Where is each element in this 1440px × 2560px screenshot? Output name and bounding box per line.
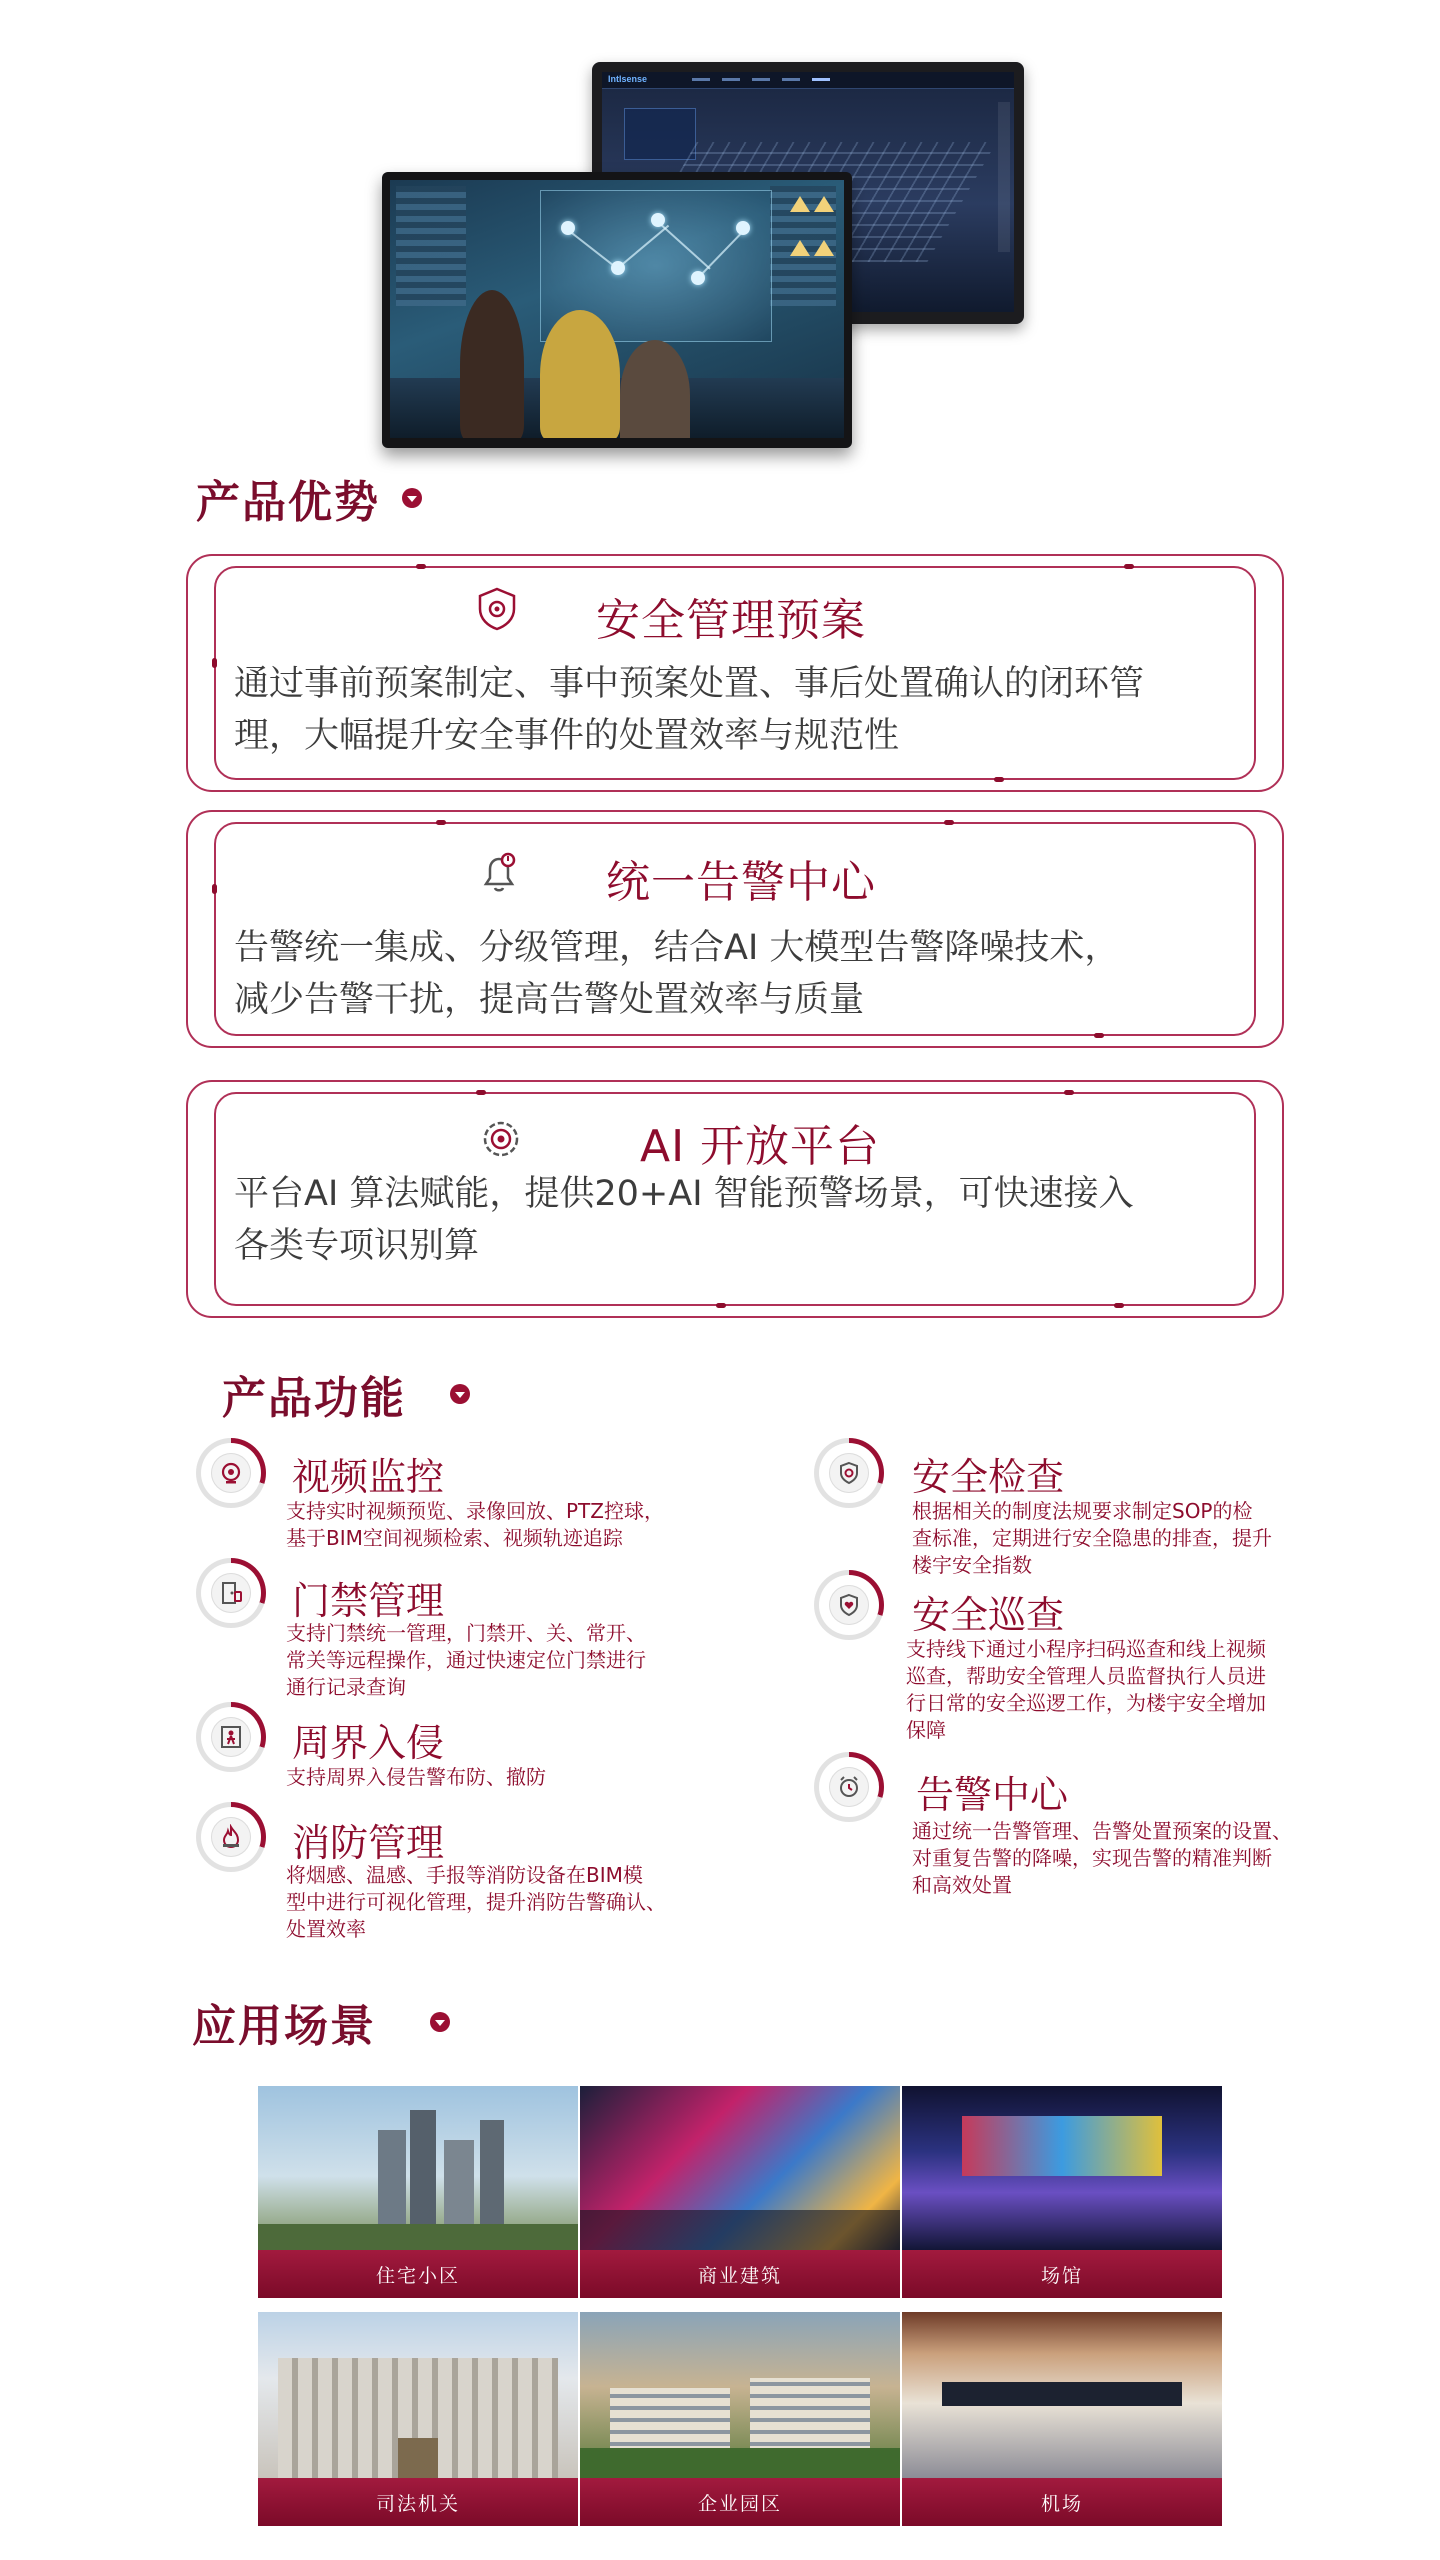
- card-title: 安全管理预案: [596, 595, 866, 646]
- scene-label: 机场: [902, 2478, 1222, 2526]
- card-title: AI 开放平台: [640, 1121, 881, 1172]
- card-description-line: 告警统一集成、分级管理，结合AI 大模型告警降噪技术，: [234, 928, 1120, 968]
- intrusion-icon: [218, 1724, 244, 1750]
- scene-card-commercial[interactable]: [580, 2086, 900, 2298]
- scene-label: 司法机关: [258, 2478, 578, 2526]
- arena-screen: [962, 2116, 1162, 2176]
- scene-image: [902, 2312, 1222, 2478]
- feature-item: [814, 1438, 884, 1508]
- card-description-line: 通过事前预案制定、事中预案处置、事后处置确认的闭环管: [234, 664, 1145, 704]
- dashboard-side-toolbar: [998, 102, 1010, 252]
- feature-title: 视频监控: [292, 1455, 445, 1499]
- warning-icon: [814, 240, 834, 256]
- network-link: [567, 229, 614, 266]
- fire-icon: [218, 1824, 244, 1850]
- chevron-down-icon: [430, 2012, 450, 2032]
- chevron-down-icon: [450, 1384, 470, 1404]
- ai-gear-icon: [478, 1116, 524, 1162]
- card-description: [234, 922, 1224, 1026]
- operator-figure: [460, 290, 524, 438]
- section-title-advantages: 产品优势: [196, 477, 380, 528]
- scene-card-stadium[interactable]: [902, 2086, 1222, 2298]
- feature-title: 安全检查: [912, 1455, 1065, 1499]
- nav-item: [752, 78, 770, 81]
- warning-icon: [790, 240, 810, 256]
- feature-icon-ring: [196, 1438, 266, 1508]
- operator-figure: [540, 310, 620, 438]
- server-rack: [396, 186, 466, 306]
- card-decor-dot: [994, 777, 1004, 782]
- section-title-features: 产品功能: [222, 1373, 406, 1424]
- feature-description: [912, 1818, 1292, 1899]
- feature-icon-ring: [814, 1438, 884, 1508]
- feature-description-line: 处置效率: [286, 1917, 366, 1941]
- feature-description-line: 支持门禁统一管理，门禁开、关、常开、: [286, 1621, 646, 1645]
- advantage-card: [186, 554, 1284, 792]
- front-monitor: [382, 172, 852, 448]
- feature-description-line: 常关等远程操作，通过快速定位门禁进行: [286, 1648, 646, 1672]
- feature-description: [906, 1636, 1266, 1744]
- operator-figure: [620, 340, 690, 438]
- scene-card-judicial[interactable]: [258, 2312, 578, 2526]
- feature-description-line: 通行记录查询: [286, 1675, 406, 1699]
- card-title: 统一告警中心: [606, 857, 876, 908]
- chevron-down-icon: [402, 488, 422, 508]
- feature-description-line: 型中进行可视化管理，提升消防告警确认、: [286, 1890, 666, 1914]
- feature-description-line: 支持周界入侵告警布防、撤防: [286, 1765, 546, 1789]
- card-decor-dot: [212, 884, 217, 894]
- dashboard-panel: [624, 108, 696, 160]
- feature-description-line: 行日常的安全巡逻工作，为楼宇安全增加: [906, 1691, 1266, 1715]
- card-decor-dot: [416, 564, 426, 569]
- scene-card-residential[interactable]: [258, 2086, 578, 2298]
- scene-image: [580, 2086, 900, 2250]
- network-link: [697, 230, 744, 279]
- nav-item: [812, 78, 830, 81]
- feature-description-line: 通过统一告警管理、告警处置预案的设置、: [912, 1819, 1292, 1843]
- door-access-icon: [218, 1580, 244, 1606]
- feature-icon-ring: [196, 1558, 266, 1628]
- scene-label: 企业园区: [580, 2478, 900, 2526]
- feature-item: [814, 1570, 884, 1640]
- feature-description-line: 将烟感、温感、手报等消防设备在BIM模: [286, 1863, 643, 1887]
- shield-heart-icon: [836, 1592, 862, 1618]
- alarm-clock-icon: [836, 1774, 862, 1800]
- control-room-screen: [390, 180, 844, 438]
- warning-icon: [790, 196, 810, 212]
- advantage-card: [186, 1080, 1284, 1318]
- card-decor-dot: [212, 658, 217, 668]
- feature-description-line: 查标准，定期进行安全隐患的排查，提升: [912, 1526, 1272, 1550]
- shield-check-icon: [836, 1460, 862, 1486]
- dashboard-logo: Intlsense: [608, 74, 648, 84]
- feature-icon-ring: [814, 1752, 884, 1822]
- network-link: [617, 225, 669, 269]
- card-description-line: 平台AI 算法赋能，提供20+AI 智能预警场景，可快速接入: [234, 1174, 1134, 1214]
- card-decor-dot: [476, 1090, 486, 1095]
- feature-item: [196, 1438, 266, 1508]
- bell-alert-icon: [476, 850, 522, 896]
- dashboard-navbar: [602, 72, 1014, 89]
- card-description: [234, 1168, 1224, 1272]
- nav-item: [722, 78, 740, 81]
- shield-gear-icon: [474, 586, 520, 632]
- trees-shape: [258, 2224, 578, 2250]
- feature-description: [286, 1498, 664, 1552]
- feature-title: 安全巡查: [912, 1593, 1065, 1637]
- card-decor-dot: [436, 820, 446, 825]
- scene-card-enterprise-park[interactable]: [580, 2312, 900, 2526]
- feature-description: [912, 1498, 1272, 1579]
- card-decor-dot: [1094, 1033, 1104, 1038]
- advantage-card: [186, 810, 1284, 1048]
- card-decor-dot: [944, 820, 954, 825]
- feature-item: [196, 1802, 266, 1872]
- feature-description: [286, 1764, 546, 1791]
- scene-image: [258, 2312, 578, 2478]
- scene-image: [258, 2086, 578, 2250]
- card-description-line: 减少告警干扰，提高告警处置效率与质量: [234, 980, 865, 1020]
- feature-icon-ring: [814, 1570, 884, 1640]
- scene-card-airport[interactable]: [902, 2312, 1222, 2526]
- person-node-icon: [736, 221, 750, 235]
- card-description-line: 理，大幅提升安全事件的处置效率与规范性: [234, 716, 900, 756]
- card-decor-dot: [1114, 1303, 1124, 1308]
- feature-item: [814, 1752, 884, 1822]
- feature-title: 周界入侵: [292, 1721, 445, 1765]
- trees-shape: [580, 2448, 900, 2478]
- camera-icon: [218, 1460, 244, 1486]
- feature-item: [196, 1558, 266, 1628]
- card-description: [234, 658, 1224, 762]
- scene-image: [580, 2312, 900, 2478]
- feature-item: [196, 1702, 266, 1772]
- feature-description-line: 支持实时视频预览、录像回放、PTZ控球，: [286, 1499, 664, 1523]
- scene-label: 住宅小区: [258, 2250, 578, 2298]
- feature-description: [286, 1862, 666, 1943]
- feature-description-line: 基于BIM空间视频检索、视频轨迹追踪: [286, 1526, 623, 1550]
- section-title-scenes: 应用场景: [192, 2001, 376, 2052]
- feature-description-line: 保障: [906, 1718, 946, 1742]
- feature-title: 告警中心: [916, 1773, 1069, 1817]
- feature-description-line: 支持线下通过小程序扫码巡查和线上视频: [906, 1637, 1266, 1661]
- feature-description: [286, 1620, 646, 1701]
- card-decor-dot: [1124, 564, 1134, 569]
- feature-description-line: 对重复告警的降噪，实现告警的精准判断: [912, 1846, 1272, 1870]
- feature-title: 门禁管理: [292, 1579, 445, 1623]
- scene-image: [902, 2086, 1222, 2250]
- card-description-line: 各类专项识别算: [234, 1226, 480, 1266]
- scene-label: 场馆: [902, 2250, 1222, 2298]
- feature-description-line: 和高效处置: [912, 1873, 1012, 1897]
- feature-description-line: 楼宇安全指数: [912, 1553, 1032, 1577]
- card-decor-dot: [716, 1303, 726, 1308]
- feature-icon-ring: [196, 1802, 266, 1872]
- network-link: [657, 221, 710, 269]
- nav-item: [692, 78, 710, 81]
- entrance-shape: [398, 2438, 438, 2478]
- warning-icon: [814, 196, 834, 212]
- departure-board: [942, 2382, 1182, 2406]
- nav-item: [782, 78, 800, 81]
- feature-description-line: 巡查，帮助安全管理人员监督执行人员进: [906, 1664, 1266, 1688]
- card-decor-dot: [1064, 1090, 1074, 1095]
- feature-icon-ring: [196, 1702, 266, 1772]
- street-shape: [580, 2210, 900, 2250]
- feature-title: 消防管理: [292, 1821, 445, 1865]
- feature-description-line: 根据相关的制度法规要求制定SOP的检: [912, 1499, 1253, 1523]
- scene-label: 商业建筑: [580, 2250, 900, 2298]
